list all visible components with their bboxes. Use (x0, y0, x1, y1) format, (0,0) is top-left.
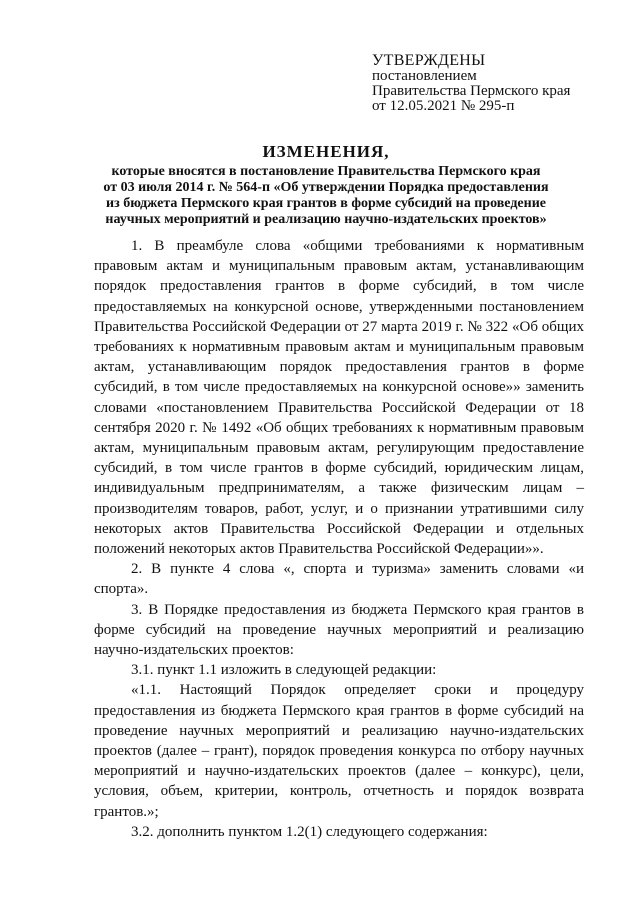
title-subtitle-line: из бюджета Пермского края грантов в форме субсидий на проведение (106, 196, 546, 211)
paragraph-item-2: 2. В пункте 4 слова «, спорта и туризма» заменить словами «и спорта». (94, 561, 584, 598)
approval-line: Правительства Пермского края (372, 83, 571, 99)
approval-heading: УТВЕРЖДЕНЫ (372, 52, 486, 69)
approval-stamp (372, 52, 622, 114)
title-subtitle-line: научных мероприятий и реализацию научно-издательских проектов» (105, 212, 547, 227)
paragraph-item-1: 1. В преамбуле слова «общими требованиями к нормативным правовым актам и муниципальным правовым актам, устанавливающим порядок предоставления грантов в форме субсидий, в том числе предоставляемых на конкурсной основе, утвержденными постановлением Правительства Российской Федерации от 27 марта 2019 г. № 322 «Об общих требованиях к нормативным правовым актам и муниципальным правовым актам, устанавливающим порядок предоставления грантов в форме субсидий, в том числе предоставляемых на конкурсной основе»» заменить словами «постановлением Правительства Российской Федерации от 18 сентября 2020 г. № 1492 «Об общих требованиях к нормативным правовым актам, муниципальным правовым актам, регулирующим предоставление субсидий, в том числе грантов в форме субсидий, юридическим лицам, индивидуальным предпринимателям, а также физическим лицам – производителям товаров, работ, услуг, и о признании утратившими силу некоторых актов Правительства Российской Федерации и отдельных положений некоторых актов Правительства Российской Федерации»». (94, 238, 584, 558)
approval-date: от 12.05.2021 № 295-п (372, 98, 515, 114)
paragraph-item-3: 3. В Порядке предоставления из бюджета Пермского края грантов в форме субсидий на проведение научных мероприятий и реализацию научно-издательских проектов: (94, 601, 584, 659)
paragraph-item-3-1: 3.1. пункт 1.1 изложить в следующей редакции: (131, 662, 437, 679)
paragraph-item-3-2: 3.2. дополнить пунктом 1.2(1) следующего содержания: (131, 823, 488, 840)
approval-line: постановлением (372, 68, 477, 84)
title-subtitle-line: которые вносятся в постановление Правительства Пермского края (111, 164, 541, 179)
title-main: ИЗМЕНЕНИЯ, (262, 142, 390, 161)
title-subtitle-line: от 03 июля 2014 г. № 564-п «Об утверждении Порядка предоставления (103, 180, 549, 195)
paragraph-quote-1-1: «1.1. Настоящий Порядок определяет сроки и процедуру предоставления из бюджета Пермского края грантов в форме субсидий на проведение научных мероприятий и реализацию научно-издательских проектов (далее – грант), порядок проведения конкурса по отбору научных мероприятий и научно-издательских проектов (далее – конкурс), цели, условия, объем, критерии, контроль, отчетность и порядок возврата грантов.»; (94, 682, 584, 820)
document-title (60, 142, 592, 228)
document-body (94, 236, 584, 842)
